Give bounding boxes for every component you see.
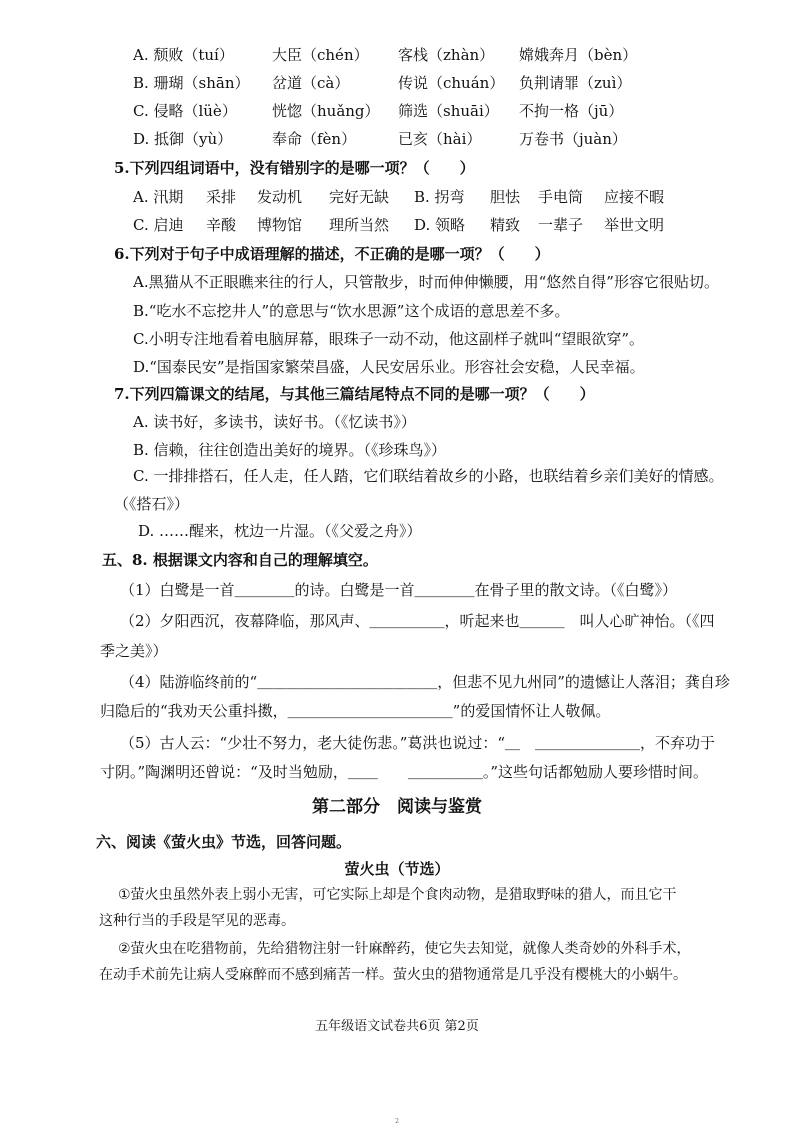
page-mark: 2: [395, 1118, 399, 1125]
part-title: 第二部分 阅读与鉴赏: [312, 797, 482, 817]
q8-line-5: 归隐后的“我劝天公重抖擞，＿＿＿＿＿＿＿＿＿＿＿”的爱国情怀让人敬佩。: [100, 702, 611, 720]
reading-p2-cont: 在动手术前先让病人受麻醉而不感到痛苦一样。萤火虫的猎物通常是几乎没有樱桃大的小蜗牛。: [99, 967, 687, 983]
q8-line-2: （2）夕阳西沉，夜幕降临，那风声、＿＿＿＿＿，听起来也＿＿＿ 叫人心旷神怡。（《四: [120, 612, 715, 630]
q6-option-a: A.黑猫从不正眼瞧来往的行人，只管散步，时而伸伸懒腰，用“悠然自得”形容它很贴切。: [133, 273, 719, 291]
word-cell: 采排: [206, 188, 237, 206]
option-cell: 已亥（hài）: [398, 130, 482, 148]
q6-option-b: B.“吃水不忘挖井人”的意思与“饮水思源”这个成语的意思差不多。: [133, 302, 570, 320]
word-cell: C. 启迪: [133, 216, 184, 234]
q5-stem: 5.下列四组词语中，没有错别字的是哪一项？（ ）: [114, 159, 475, 177]
option-cell: 不拘一格（jū）: [519, 102, 624, 120]
option-cell: 客栈（zhàn）: [398, 46, 495, 64]
word-cell: B. 拐弯: [414, 188, 465, 206]
q6-option-d: D.“国泰民安”是指国家繁荣昌盛，人民安居乐业。形容社会安稳，人民幸福。: [133, 358, 645, 376]
reading-p2: ②萤火虫在吃猎物前，先给猎物注射一针麻醉药，使它失去知觉，就像人类奇妙的外科手术，: [118, 941, 691, 957]
option-cell: A. 颓败（tuí）: [133, 46, 234, 64]
word-cell: 应接不暇: [604, 188, 665, 206]
option-cell: C. 侵略（lüè）: [133, 102, 237, 120]
reading-p1: ①萤火虫虽然外表上弱小无害，可它实际上却是个食肉动物，是猎取野味的猎人，而且它干: [118, 887, 677, 903]
word-cell: D. 领略: [414, 216, 466, 234]
word-cell: 辛酸: [206, 216, 237, 234]
q8-line-3: 季之美》）: [100, 642, 168, 660]
word-cell: A. 汛期: [133, 188, 184, 206]
option-cell: 岔道（cà）: [272, 74, 350, 92]
reading-p1-cont: 这种行当的手段是罕见的恶毒。: [99, 913, 295, 929]
option-cell: 大臣（chén）: [272, 46, 369, 64]
option-cell: 恍惚（huǎng）: [272, 102, 380, 120]
page-footer: 五年级语文试卷共6页 第2页: [315, 1019, 479, 1034]
q7-stem: 7.下列四篇课文的结尾，与其他三篇结尾特点不同的是哪一项？（ ）: [114, 385, 595, 403]
q7-option-c-source: （《搭石》）: [114, 495, 190, 513]
q8-line-6: （5）古人云：“少壮不努力，老大徒伤悲。”葛洪也说过：“＿ ＿＿＿＿＿＿＿，不弃功于: [120, 734, 716, 752]
q8-line-4: （4）陆游临终前的“＿＿＿＿＿＿＿＿＿＿＿＿，但悲不见九州同”的遗憾让人落泪；龚自珍: [120, 673, 730, 691]
word-cell: 举世文明: [604, 216, 665, 234]
option-cell: 万卷书（juàn）: [519, 130, 627, 148]
option-cell: D. 抵御（yù）: [133, 130, 233, 148]
q8-line-1: （1）白鹭是一首＿＿＿＿的诗。白鹭是一首＿＿＿＿在骨子里的散文诗。（《白鹭》）: [120, 581, 678, 599]
word-cell: 博物馆: [257, 216, 303, 234]
word-cell: 完好无缺: [329, 188, 390, 206]
word-cell: 精致: [490, 216, 521, 234]
word-cell: 一辈子: [538, 216, 584, 234]
q7-option-b: B. 信赖，往往创造出美好的境界。（《珍珠鸟》）: [133, 441, 447, 459]
option-cell: 筛选（shuāi）: [398, 102, 499, 120]
reading-stem: 六、阅读《萤火虫》节选，回答问题。: [96, 833, 352, 851]
word-cell: 发动机: [257, 188, 303, 206]
q7-option-c: C. 一排排搭石，任人走，任人踏，它们联结着故乡的小路，也联结着乡亲们美好的情感。: [133, 467, 724, 485]
option-cell: 传说（chuán）: [398, 74, 505, 92]
option-cell: 负荆请罪（zuì）: [519, 74, 632, 92]
q6-stem: 6.下列对于句子中成语理解的描述，不正确的是哪一项？（ ）: [114, 245, 550, 263]
q6-option-c: C.小明专注地看着电脑屏幕，眼珠子一动不动，他这副样子就叫“望眼欲穿”。: [133, 330, 645, 348]
option-cell: B. 珊瑚（shān）: [133, 74, 250, 92]
word-cell: 胆怯: [490, 188, 521, 206]
q7-option-a: A. 读书好，多读书，读好书。（《忆读书》）: [133, 413, 416, 431]
word-cell: 手电筒: [538, 188, 584, 206]
q8-stem: 五、8. 根据课文内容和自己的理解填空。: [102, 551, 378, 569]
word-cell: 理所当然: [329, 216, 390, 234]
option-cell: 奉命（fèn）: [272, 130, 357, 148]
reading-title: 萤火虫（节选）: [344, 860, 450, 878]
q7-option-d: D. ……醒来，枕边一片湿。（《父爱之舟》）: [138, 522, 422, 540]
option-cell: 嫦娥奔月（bèn）: [519, 46, 638, 64]
q8-line-7: 寸阴。”陶渊明还曾说：“及时当勉励，＿＿ ＿＿＿＿＿。”这些句话都勉励人要珍惜时间。: [100, 763, 709, 781]
